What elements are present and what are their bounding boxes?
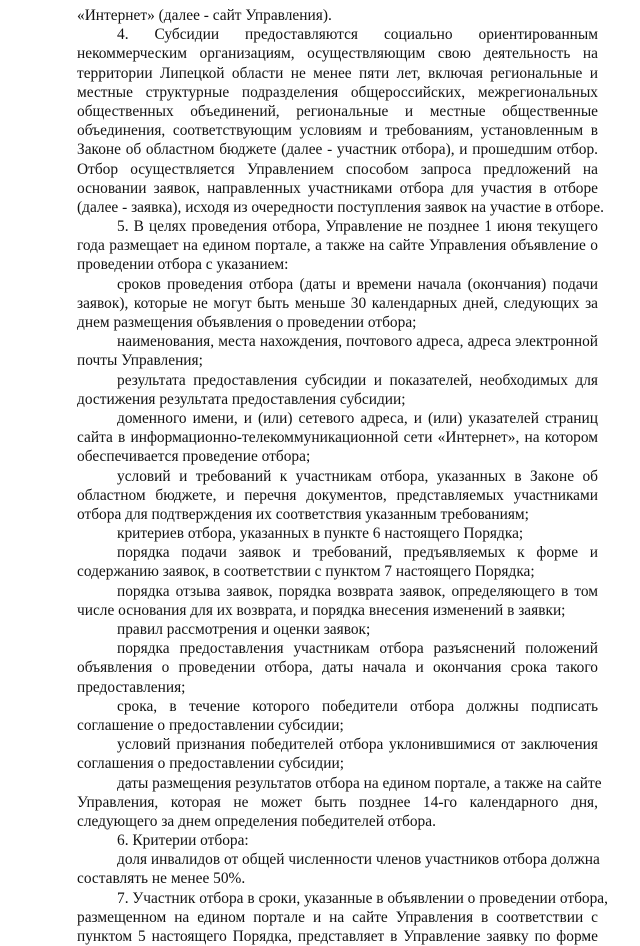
text-line: даты размещения результатов отбора на едином портале, а также на сайте: [117, 774, 602, 792]
text-line: следующего за днем определения победителей отбора.: [77, 812, 436, 830]
text-line: общественных объединений, региональные и местные общественные: [77, 102, 598, 120]
text-line: порядка подачи заявок и требований, предъявляемых к форме и: [117, 544, 598, 562]
text-line: наименования, места нахождения, почтового адреса, адреса электронной: [117, 333, 598, 351]
text-line: территории Липецкой области не менее пяти лет, включая региональные и: [77, 64, 598, 82]
text-line: Законе об областном бюджете (далее - участник отбора), и прошедшим отбор.: [77, 141, 598, 159]
text-line: доля инвалидов от общей численности членов участников отбора должна: [117, 851, 600, 869]
text-line: порядка предоставления участникам отбора разъяснений положений: [117, 640, 598, 658]
text-line: Отбор осуществляется Управлением способом запроса предложений на: [77, 160, 598, 178]
text-line: сроков проведения отбора (даты и времени начала (окончания) подачи: [117, 275, 598, 293]
text-line: почты Управления;: [77, 352, 203, 370]
text-line: сайта в информационно-телекоммуникационной сети «Интернет», на котором: [77, 429, 598, 447]
text-line: предоставления;: [77, 678, 186, 696]
text-line: порядка отзыва заявок, порядка возврата заявок, определяющего в том: [117, 582, 598, 600]
text-line: размещенном на едином портале и на сайте Управления в соответствии с: [77, 908, 598, 926]
text-line: 6. Критерии отбора:: [117, 832, 249, 850]
text-line: некоммерческим организациям, осуществляющим свою деятельность на: [77, 45, 598, 63]
text-line: соглашения о предоставлении субсидии;: [77, 755, 344, 773]
text-line: 5. В целях проведения отбора, Управление не позднее 1 июня текущего: [117, 218, 598, 236]
text-line: критериев отбора, указанных в пункте 6 настоящего Порядка;: [117, 525, 524, 543]
text-line: проведении отбора с указанием:: [77, 256, 289, 274]
text-line: условий признания победителей отбора уклонившимися от заключения: [117, 736, 598, 754]
text-line: местные структурные подразделения общероссийских, межрегиональных: [77, 83, 598, 101]
text-line: Управления, которая не может быть позднее 14-го календарного дня,: [77, 793, 598, 811]
text-line: объединения, соответствующим условиям и требованиям, установленным в: [77, 122, 598, 140]
text-line: заявок), которые не могут быть меньше 30 календарных дней, следующих за: [77, 294, 598, 312]
text-line: составлять не менее 50%.: [77, 870, 246, 888]
text-line: правил рассмотрения и оценки заявок;: [117, 621, 371, 638]
text-line: отбора для подтверждения их соответствия указанным требованиям;: [77, 505, 529, 523]
text-line: областном бюджете, и перечня документов, представляемых участниками: [77, 486, 598, 504]
text-line: соглашение о предоставлении субсидии;: [77, 716, 344, 734]
text-line: результата предоставления субсидии и показателей, необходимых для: [117, 371, 598, 389]
text-line: основании заявок, направленных участниками отбора для участия в отборе: [77, 179, 598, 197]
text-line: 4. Субсидии предоставляются социально ориентированным: [117, 26, 598, 44]
text-line: объявления о проведении отбора, даты начала и окончания срока такого: [77, 659, 598, 677]
text-line: срока, в течение которого победители отбора должны подписать: [117, 697, 598, 715]
text-line: днем размещения объявления о проведении отбора;: [77, 314, 417, 331]
text-line: 7. Участник отбора в сроки, указанные в объявлении о проведении отбора,: [117, 889, 608, 907]
text-line: содержанию заявок, в соответствии с пунктом 7 настоящего Порядка;: [77, 563, 535, 581]
text-line: доменного имени, и (или) сетевого адреса, и (или) указателей страниц: [117, 409, 598, 427]
text-line: достижения результата предоставления субсидии;: [77, 390, 406, 408]
text-line: числе основания для их возврата, и порядка внесения изменений в заявки;: [77, 601, 566, 619]
text-line: (далее - заявка), исходя из очередности поступления заявок на участие в отборе.: [77, 198, 604, 216]
text-line: условий и требований к участникам отбора, указанных в Законе об: [117, 467, 598, 485]
text-line: пунктом 5 настоящего Порядка, представляет в Управление заявку по форме: [77, 928, 598, 945]
text-line: года размещает на едином портале, а также на сайте Управления объявление о: [77, 237, 598, 255]
text-line: «Интернет» (далее - сайт Управления).: [77, 7, 332, 24]
text-line: обеспечивается проведение отбора;: [77, 448, 311, 466]
